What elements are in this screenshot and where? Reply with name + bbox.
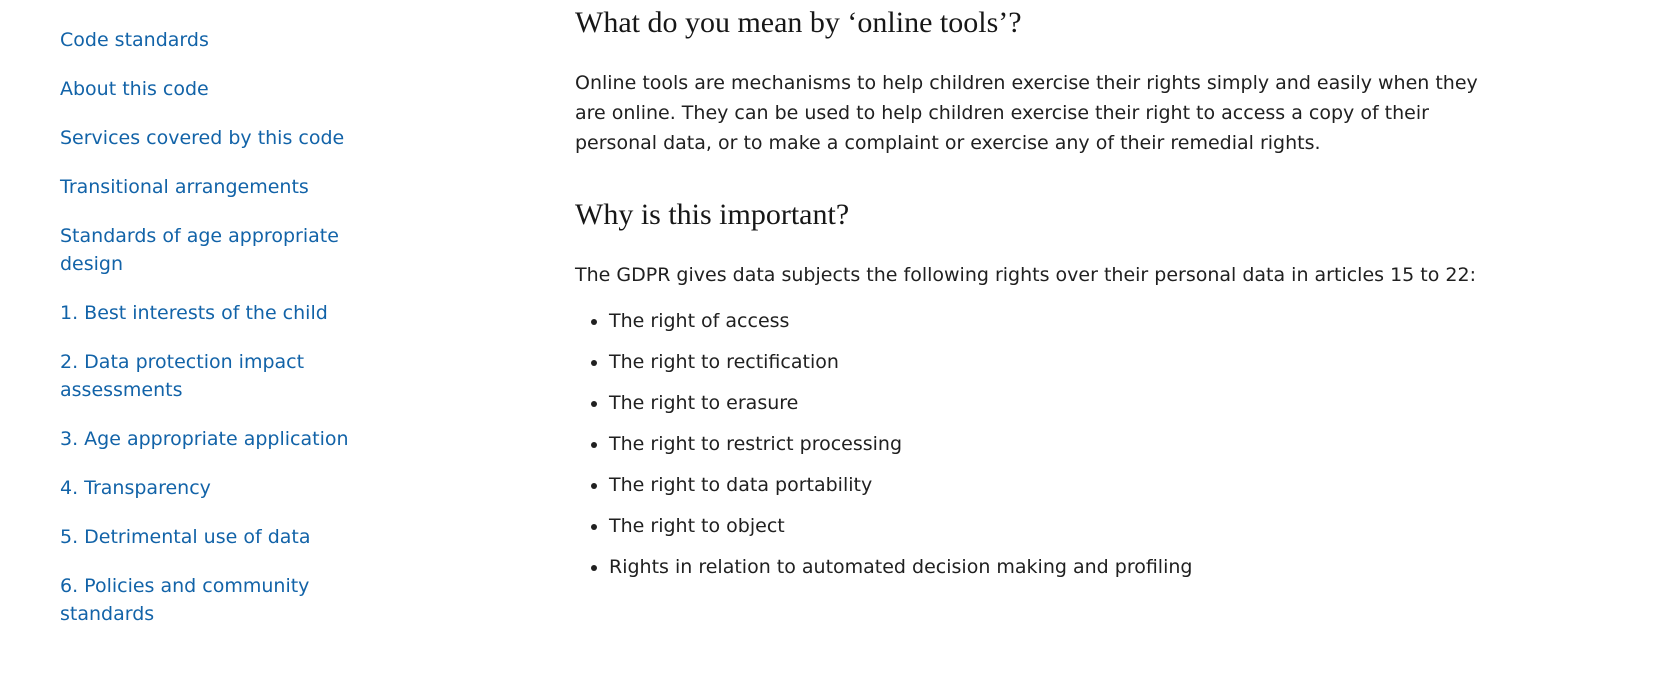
list-item-automated-decision-rights: • Rights in relation to automated decision making and profiling: [609, 554, 1497, 580]
paragraph-gdpr-intro: The GDPR gives data subjects the following rights over their personal data in articles 15 to 22:: [575, 264, 1476, 286]
main-content: [575, 4, 1497, 595]
rights-list: [575, 308, 1497, 580]
list-item-right-to-erasure: • The right to erasure: [609, 390, 1497, 416]
sidebar-item-standards-age-appropriate-design[interactable]: Standards of age appropriate design: [60, 225, 339, 275]
list-item-right-to-object: • The right to object: [609, 513, 1497, 539]
sidebar-item-detrimental-use[interactable]: 5. Detrimental use of data: [60, 526, 311, 548]
list-item-right-to-data-portability: • The right to data portability: [609, 472, 1497, 498]
sidebar-item-transparency[interactable]: 4. Transparency: [60, 477, 211, 499]
sidebar-item-best-interests[interactable]: 1. Best interests of the child: [60, 302, 328, 324]
sidebar-item-policies-community-standards[interactable]: 6. Policies and community standards: [60, 575, 310, 625]
list-item-right-of-access: • The right of access: [609, 308, 1497, 334]
sidebar-item-transitional-arrangements[interactable]: Transitional arrangements: [60, 176, 309, 198]
list-item-right-to-restrict-processing: • The right to restrict processing: [609, 431, 1497, 457]
list-item-right-to-rectification: • The right to rectification: [609, 349, 1497, 375]
sidebar-item-age-appropriate-application[interactable]: 3. Age appropriate application: [60, 428, 349, 450]
sidebar-item-code-standards[interactable]: Code standards: [60, 29, 209, 51]
sidebar-item-about-this-code[interactable]: About this code: [60, 78, 209, 100]
paragraph-online-tools: Online tools are mechanisms to help children exercise their rights simply and easily when they are online. They can be used to help children exercise their right to access a copy of their personal data, or to make a complaint or exercise any of their remedial rights.: [575, 72, 1478, 154]
sidebar-item-services-covered[interactable]: Services covered by this code: [60, 127, 345, 149]
heading-why-important: Why is this important?: [575, 198, 850, 231]
heading-online-tools: What do you mean by ‘online tools’?: [575, 6, 1022, 39]
sidebar-nav: [60, 26, 390, 649]
sidebar-item-dpia[interactable]: 2. Data protection impact assessments: [60, 351, 305, 401]
